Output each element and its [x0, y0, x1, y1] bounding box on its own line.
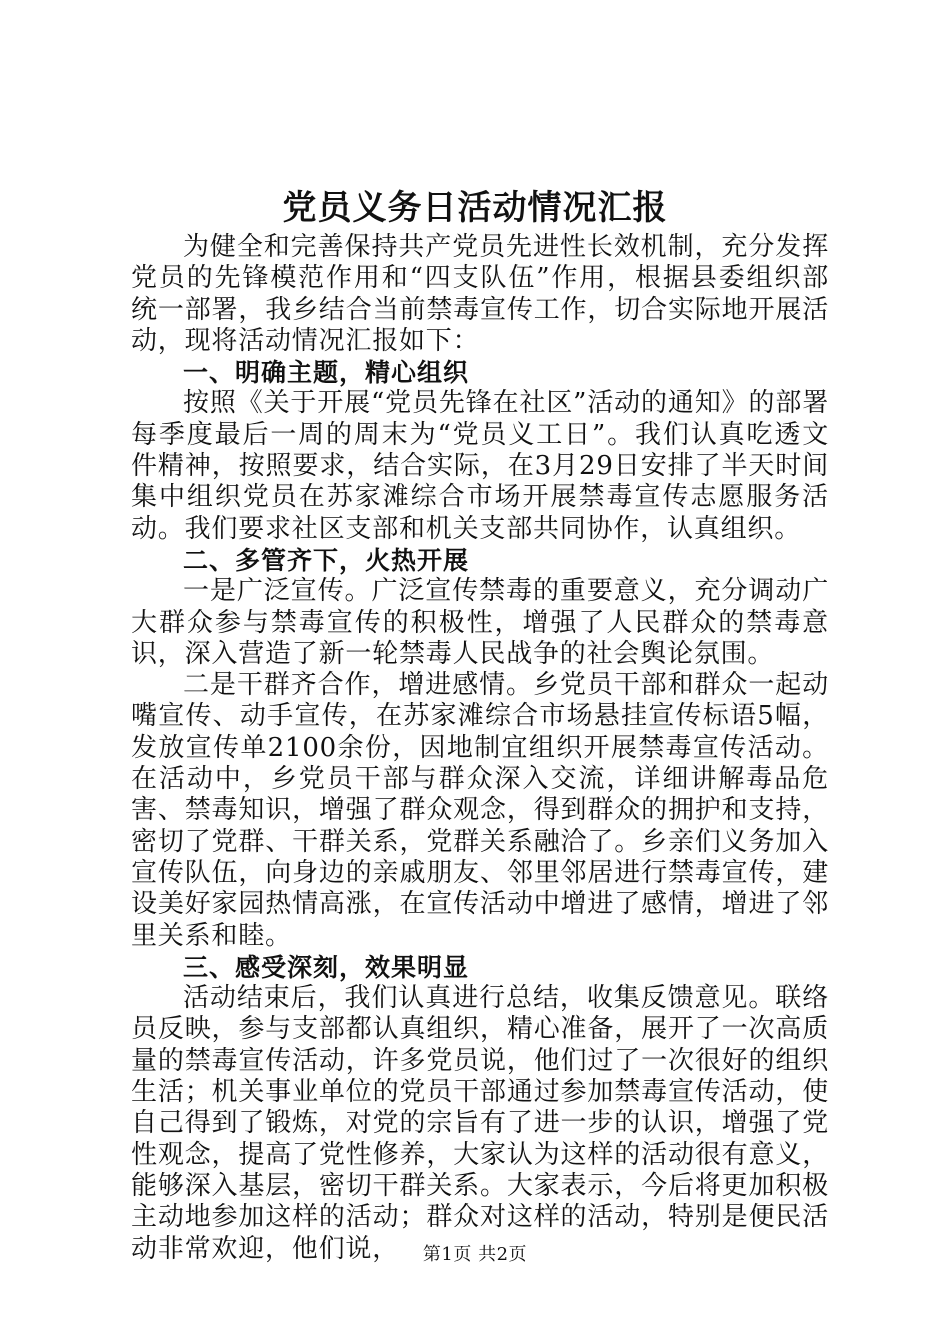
- page-number-footer: 第1页 共2页: [422, 1244, 528, 1265]
- section-heading-3: 三、感受深刻，效果明显: [183, 952, 470, 982]
- document-title: 党员义务日活动情况汇报: [282, 188, 668, 228]
- document-body: [131, 232, 829, 1265]
- section-heading-1: 一、明确主题，精心组织: [183, 358, 470, 388]
- section-heading-2: 二、多管齐下，火热开展: [183, 545, 470, 575]
- section-2-paragraph-1: 一是广泛宣传。广泛宣传禁毒的重要意义，充分调动广大群众参与禁毒宣传的积极性，增强了人民群众的禁毒意识，深入营造了新一轮禁毒人民战争的社会舆论氛围。: [131, 576, 829, 669]
- section-3-paragraph-1: 活动结束后，我们认真进行总结，收集反馈意见。联络员反映，参与支部都认真组织，精心准备，展开了一次高质量的禁毒宣传活动，许多党员说，他们过了一次很好的组织生活；机关事业单位的党员干部通过参加禁毒宣传活动，使自己得到了锻炼，对党的宗旨有了进一步的认识，增强了党性观念，提高了党性修养，大家认为这样的活动很有意义，能够深入基层，密切干群关系。大家表示，今后将更加积极主动地参加这样的活动；群众对这样的活动，特别是便民活动非常欢迎，他们说，: [131, 983, 829, 1264]
- intro-paragraph: 为健全和完善保持共产党员先进性长效机制，充分发挥党员的先锋模范作用和“四支队伍”作用，根据县委组织部统一部署，我乡结合当前禁毒宣传工作，切合实际地开展活动，现将活动情况汇报如下：: [131, 232, 829, 356]
- section-1-paragraph-1: 按照《关于开展“党员先锋在社区”活动的通知》的部署每季度最后一周的周末为“党员义工日”。我们认真吃透文件精神，按照要求，结合实际，在3月29日安排了半天时间集中组织党员在苏家滩综合市场开展禁毒宣传志愿服务活动。我们要求社区支部和机关支部共同协作，认真组织。: [131, 388, 829, 544]
- section-2-paragraph-2: 二是干群齐合作，增进感情。乡党员干部和群众一起动嘴宣传、动手宣传，在苏家滩综合市场悬挂宣传标语5幅，发放宣传单2100余份，因地制宜组织开展禁毒宣传活动。在活动中，乡党员干部与群众深入交流，详细讲解毒品危害、禁毒知识，增强了群众观念，得到群众的拥护和支持，密切了党群、干群关系，党群关系融洽了。乡亲们义务加入宣传队伍，向身边的亲戚朋友、邻里邻居进行禁毒宣传，建设美好家园热情高涨，在宣传活动中增进了感情，增进了邻里关系和睦。: [131, 670, 829, 951]
